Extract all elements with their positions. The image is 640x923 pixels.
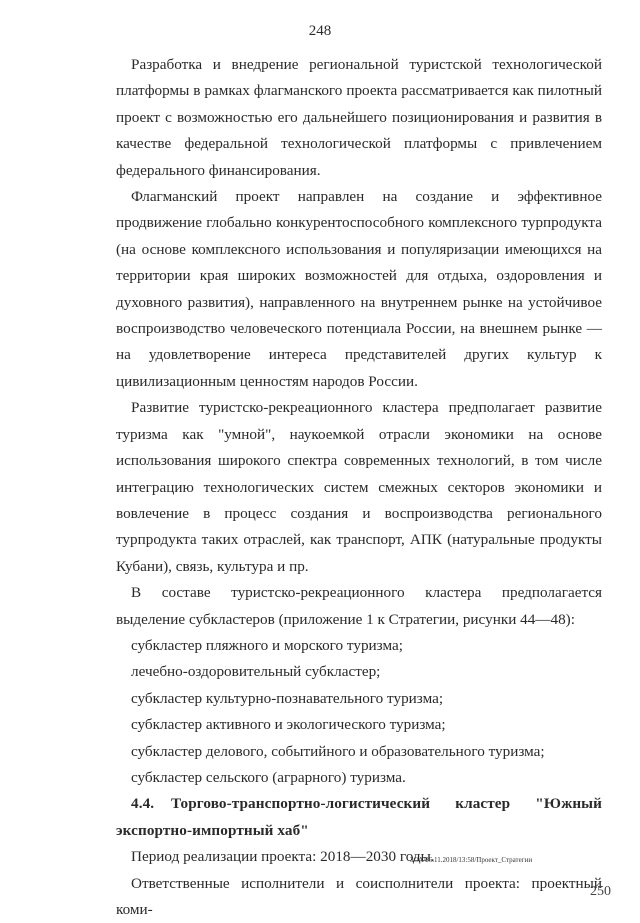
list-item: субкластер активного и экологического туризма; — [131, 716, 446, 734]
list-item: субкластер пляжного и морского туризма; — [131, 636, 403, 654]
footer-file-stamp: ЗОА/26.11.2018/13:58/Проект_Стратегии — [410, 856, 533, 864]
body-text — [116, 52, 602, 923]
list-item: субкластер делового, событийного и образовательного туризма; — [131, 742, 545, 760]
corner-page-number: 250 — [590, 884, 611, 899]
page-number: 248 — [308, 23, 332, 39]
section-number: 4.4. — [131, 795, 155, 813]
section-heading — [116, 791, 602, 844]
paragraph: Ответственные исполнители и соисполнители проекта: проектный коми- — [116, 874, 602, 918]
paragraph: Развитие туристско-рекреационного кластера предполагает развитие туризма как "умной", наукоемкой отрасли экономики на основе использования широкого спектра современных технологий, в том числе интеграцию технологических систем смежных секторов экономики и вовлечение в процесс создания и воспроизводства регионального турпродукта таких отраслей, как транспорт, АПК (натуральные продукты Кубани), связь, культура и пр. — [116, 399, 602, 575]
list-item: лечебно-оздоровительный субкластер; — [131, 663, 381, 681]
list-item: субкластер культурно-познавательного туризма; — [131, 689, 444, 707]
section-title: Торгово-транспортно-логистический кластер "Южный экспортно-импортный хаб" — [116, 795, 602, 839]
paragraph: В составе туристско-рекреационного кластера предполагается выделение субкластеров (приложение 1 к Стратегии, рисунки 44—48): — [116, 584, 602, 628]
paragraph: Период реализации проекта: 2018—2030 годы. — [131, 848, 435, 866]
list-item: субкластер сельского (аграрного) туризма. — [131, 768, 406, 786]
paragraph: Разработка и внедрение региональной туристской технологической платформы в рамках флагманского проекта рассматривается как пилотный проект с возможностью его дальнейшего позиционирования и развития в качестве федеральной технологической платформы с привлечением федерального финансирования. — [116, 56, 602, 179]
paragraph: Флагманский проект направлен на создание и эффективное продвижение глобально конкурентоспособного комплексного турпродукта (на основе комплексного использования и популяризации имеющихся на территории края широких возможностей для отдыха, оздоровления и духовного развития), направленного на внутреннем рынке на устойчивое воспроизводство человеческого потенциала России, на внешнем рынке — на удовлетворение интереса представителей других культур к цивилизационным ценностям народов России. — [116, 188, 602, 390]
